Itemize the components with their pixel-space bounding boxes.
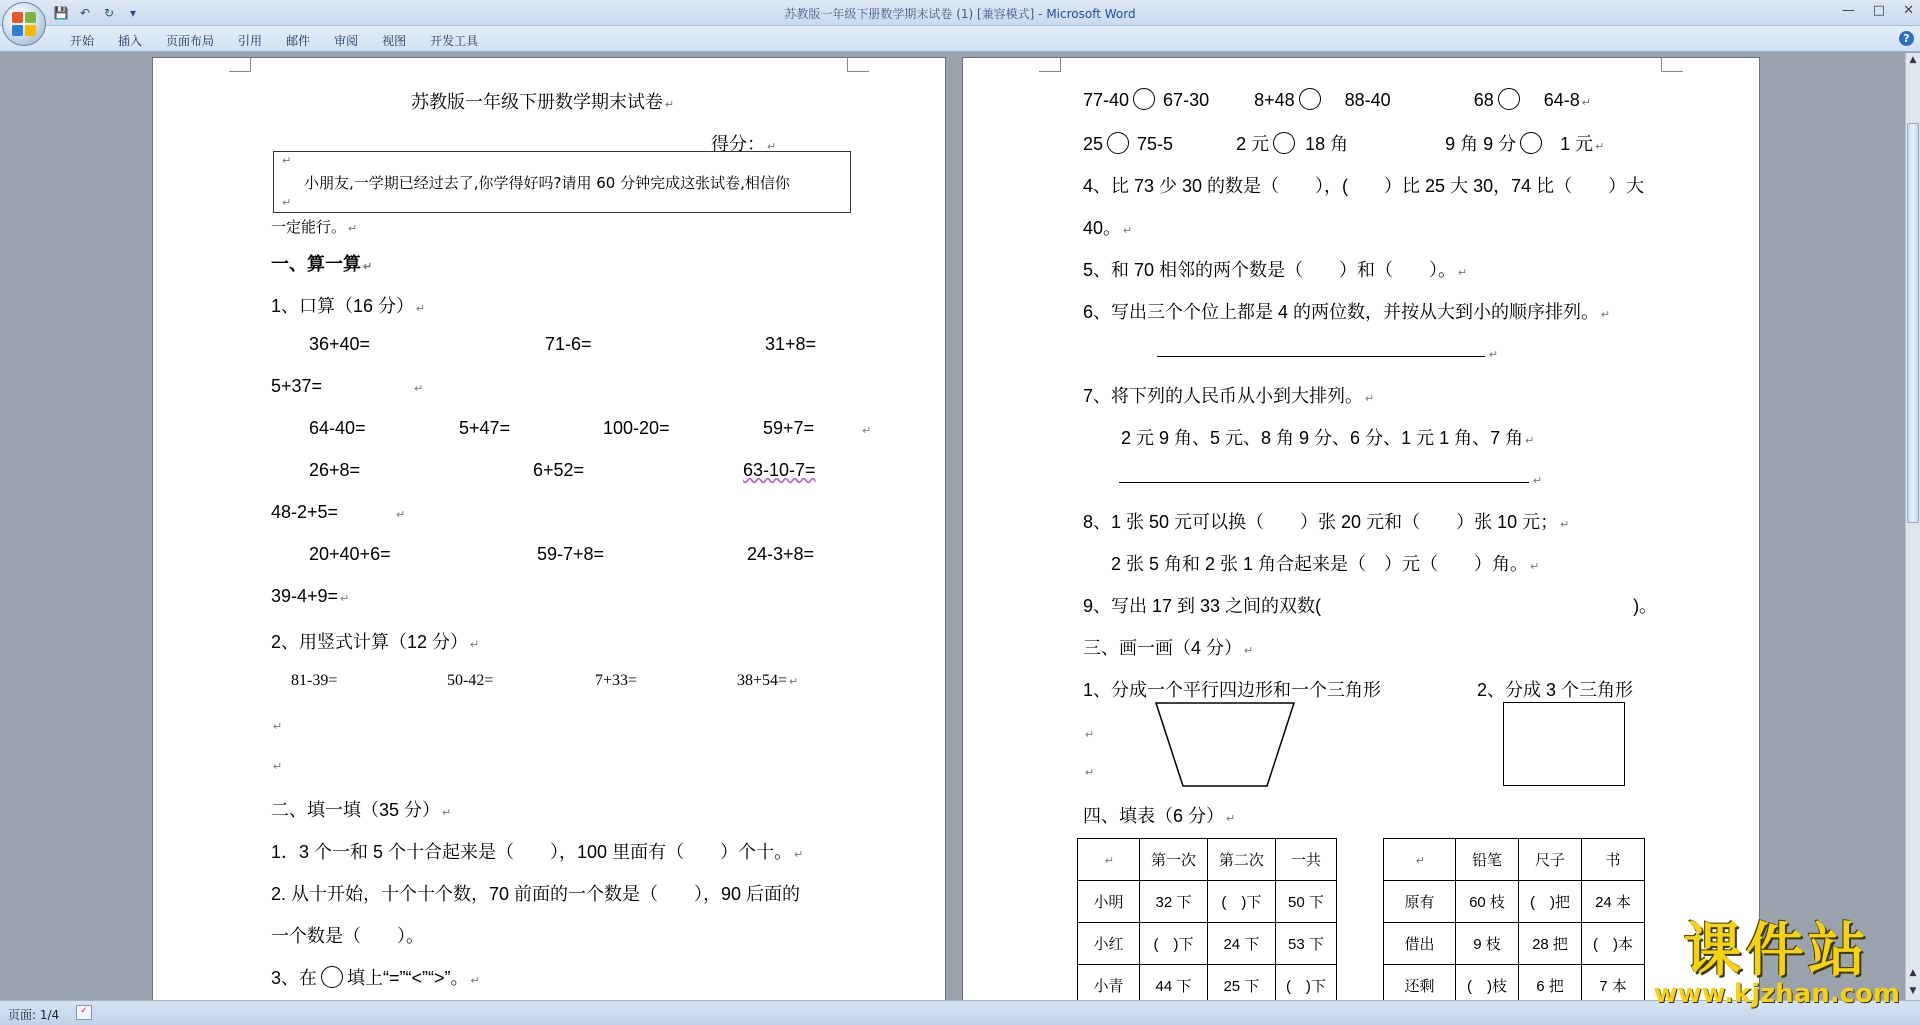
calc-item: 59-7+8= (537, 544, 605, 564)
table-header-cell: 第一次 (1140, 839, 1208, 881)
fill-question-2-cont: 一个数是（ ）。 (271, 926, 424, 946)
office-button[interactable] (2, 2, 46, 46)
calc-item: 100-20= (603, 418, 670, 438)
tab-references[interactable]: 引用 (238, 34, 263, 48)
crop-mark (229, 58, 251, 72)
site-watermark (1653, 916, 1900, 1009)
ribbon (0, 26, 1920, 52)
table-header-cell: 一共 (1275, 839, 1336, 881)
table-header-cell: 书 (1582, 839, 1645, 881)
table-cell: 24 本 (1582, 881, 1645, 923)
document-title: 苏教版一年级下册数学期末试卷 (1) [兼容模式] - (784, 7, 1047, 21)
calc-item: 48-2+5= ↵ (271, 502, 406, 522)
table-cell: ( )本 (1582, 923, 1645, 965)
section-4-heading: 四、填表（6 分） ↵ (1083, 806, 1236, 826)
section-2-heading: 二、填一填（35 分） ↵ (271, 800, 452, 820)
answer-line (1119, 482, 1529, 483)
question-4: 4、比 73 少 30 的数是（ ），( ）比 25 大 30，74 比（ ）大 (1083, 176, 1645, 196)
table-cell: 6 把 (1519, 965, 1582, 1001)
table-row (1384, 839, 1645, 881)
title-bar (0, 0, 1920, 26)
fill-question-2: 2. 从十开始，十个十个数，70 前面的一个数是（ ），90 后面的 (271, 884, 801, 904)
table-header-cell: 尺子 (1519, 839, 1582, 881)
table-cell: 25 下 (1207, 965, 1275, 1001)
table-cell: 60 枝 (1456, 881, 1519, 923)
window-title (0, 5, 1920, 22)
table-cell: 原有 (1384, 881, 1456, 923)
calc-item: 31+8= (765, 334, 817, 354)
calc-item: 5+37= ↵ (271, 376, 424, 396)
table-cell: ↵ (1078, 839, 1140, 881)
crop-mark (847, 58, 869, 72)
page-2 (962, 57, 1760, 1000)
tab-home[interactable]: 开始 (70, 34, 95, 48)
table-cell: 32 下 (1140, 881, 1208, 923)
document-area (0, 53, 1905, 1000)
calc-item: 6+52= (533, 460, 585, 480)
table-cell: 50 下 (1275, 881, 1336, 923)
table-cell: 28 把 (1519, 923, 1582, 965)
calc-item: 59+7= ↵ (763, 418, 872, 438)
table-cell: 9 枝 (1456, 923, 1519, 965)
proofing-icon[interactable]: ✓ (76, 1005, 92, 1020)
table-cell: 小青 (1078, 965, 1140, 1001)
paragraph-mark: ↵ (1533, 475, 1543, 487)
paragraph-mark: ↵ (273, 721, 283, 733)
fill-question-3: 3、在 填上“=”“<”“>”。 ↵ (271, 968, 480, 988)
maximize-icon[interactable]: □ (1872, 3, 1886, 18)
table-header-cell: 铅笔 (1456, 839, 1519, 881)
table-row (1078, 839, 1337, 881)
vertical-calc-item: 7+33= (595, 672, 638, 689)
vertical-calc-item: 38+54= ↵ (737, 672, 799, 689)
next-page-icon[interactable]: ▼ (1909, 986, 1917, 996)
table-header-cell: 第二次 (1207, 839, 1275, 881)
help-icon[interactable]: ? (1899, 31, 1914, 46)
scroll-up-icon[interactable]: ▲ (1909, 55, 1917, 65)
table-cell: 小明 (1078, 881, 1140, 923)
answer-line (1157, 356, 1485, 357)
compare-row-1: 77-40 67-30 8+48 88-40 68 64-8 ↵ (1083, 90, 1591, 110)
calc-item: 64-40= (309, 418, 366, 438)
table-row (1384, 923, 1645, 965)
draw-question-1: 1、分成一个平行四边形和一个三角形 (1083, 680, 1382, 700)
vertical-calc-item: 50-42= (447, 672, 494, 689)
customize-qat-icon[interactable]: ▾ (129, 6, 137, 20)
paragraph-mark: ↵ (273, 761, 283, 773)
table-cell: ( )下 (1207, 881, 1275, 923)
intro-text: 小朋友,一学期已经过去了,你学得好吗?请用 60 分钟完成这张试卷,相信你 (304, 174, 790, 192)
table-cell: 7 本 (1582, 965, 1645, 1001)
circle-blank (321, 966, 343, 988)
crop-mark (1661, 58, 1683, 72)
tab-page-layout[interactable]: 页面布局 (166, 34, 215, 48)
tab-mailings[interactable]: 邮件 (286, 34, 311, 48)
tab-view[interactable]: 视图 (382, 34, 407, 48)
intro-tail: 一定能行。 ↵ (271, 219, 358, 236)
status-bar (0, 1000, 1920, 1025)
table-cell: ↵ (1384, 839, 1456, 881)
redo-icon[interactable]: ↻ (103, 6, 115, 20)
question-1: 1、口算（16 分） ↵ (271, 296, 426, 316)
score-label: 得分： ↵ (711, 134, 777, 154)
close-icon[interactable]: ✕ (1903, 3, 1914, 18)
vertical-calc-item: 81-39= (291, 672, 338, 689)
question-8-cont: 2 张 5 角和 2 张 1 角合起来是（ ）元（ ）角。 ↵ (1111, 554, 1540, 574)
table-cell: 借出 (1384, 923, 1456, 965)
tab-insert[interactable]: 插入 (118, 34, 143, 48)
question-9: 9、写出 17 到 33 之间的双数( )。 (1083, 596, 1658, 616)
undo-icon[interactable]: ↶ (79, 6, 91, 20)
table-row (1078, 881, 1337, 923)
paragraph-mark: ↵ (1085, 729, 1095, 741)
exam-title: 苏教版一年级下册数学期末试卷 ↵ (411, 92, 675, 112)
question-7: 7、将下列的人民币从小到大排列。 ↵ (1083, 386, 1375, 406)
fill-question-1: 1．3 个一和 5 个十合起来是（ ），100 里面有（ ）个十。 ↵ (271, 842, 804, 862)
table-cell: 53 下 (1275, 923, 1336, 965)
compare-row-2: 25 75-5 2 元 18 角 9 角 9 分 1 元 ↵ (1083, 134, 1605, 154)
section-1-heading: 一、算一算 ↵ (271, 254, 373, 274)
paragraph-mark: ↵ (1085, 767, 1095, 779)
tab-developer[interactable]: 开发工具 (430, 34, 479, 48)
calc-item: 26+8= (309, 460, 361, 480)
question-8: 8、1 张 50 元可以换（ ）张 20 元和（ ）张 10 元； ↵ (1083, 512, 1570, 532)
table-row (1384, 881, 1645, 923)
app-name: Microsoft Word (1046, 7, 1136, 21)
rectangle-shape (1503, 702, 1625, 786)
window-controls (1842, 3, 1914, 18)
paragraph-mark: ↵ (1489, 349, 1499, 361)
watermark-url: www.kjzhan.com (1653, 979, 1900, 1009)
question-4-cont: 40。 ↵ (1083, 218, 1133, 238)
watermark-title: 课件站 (1683, 916, 1870, 984)
table-cell: ( )把 (1519, 881, 1582, 923)
minimize-icon[interactable]: — (1841, 3, 1855, 18)
save-icon[interactable]: 💾 (53, 6, 69, 20)
table-row (1078, 923, 1337, 965)
calc-item: 36+40= (309, 334, 371, 354)
trapezoid-shape (1155, 702, 1295, 788)
table-row (1078, 965, 1337, 1001)
question-2: 2、用竖式计算（12 分） ↵ (271, 632, 480, 652)
calc-item: 5+47= (459, 418, 511, 438)
vertical-scrollbar[interactable] (1905, 53, 1920, 1000)
table-cell: 24 下 (1207, 923, 1275, 965)
previous-page-icon[interactable]: ▲ (1909, 968, 1917, 978)
question-6: 6、写出三个个位上都是 4 的两位数，并按从大到小的顺序排列。 ↵ (1083, 302, 1611, 322)
draw-question-2: 2、分成 3 个三角形 (1477, 680, 1634, 700)
table-stationery (1383, 838, 1645, 1000)
calc-item: 39-4+9= ↵ (271, 586, 350, 606)
table-row (1384, 965, 1645, 1001)
calc-item: 63-10-7= (743, 460, 816, 480)
scrollbar-thumb[interactable] (1907, 123, 1919, 523)
office-logo-icon (12, 12, 36, 36)
table-cell: ( )下 (1275, 965, 1336, 1001)
ribbon-tabs (58, 30, 490, 51)
intro-box: ↵ 小朋友,一学期已经过去了,你学得好吗?请用 60 分钟完成这张试卷,相信你 ↵ (273, 151, 851, 213)
page-count[interactable]: 页面: 1/4 (8, 1008, 60, 1022)
table-cell: 44 下 (1140, 965, 1208, 1001)
table-exercise-count (1077, 838, 1337, 1000)
table-cell: ( )枝 (1456, 965, 1519, 1001)
calc-item: 20+40+6= (309, 544, 391, 564)
table-cell: 小红 (1078, 923, 1140, 965)
table-cell: 还剩 (1384, 965, 1456, 1001)
question-7-money: 2 元 9 角、5 元、8 角 9 分、6 分、1 元 1 角、7 角 ↵ (1121, 428, 1535, 448)
table-cell: ( )下 (1140, 923, 1208, 965)
tab-review[interactable]: 审阅 (334, 34, 359, 48)
page-1 (152, 57, 946, 1000)
question-5: 5、和 70 相邻的两个数是（ ）和（ ）。 ↵ (1083, 260, 1468, 280)
calc-item: 24-3+8= (747, 544, 815, 564)
section-3-heading: 三、画一画（4 分） ↵ (1083, 638, 1254, 658)
calc-item: 71-6= (545, 334, 592, 354)
crop-mark (1039, 58, 1061, 72)
